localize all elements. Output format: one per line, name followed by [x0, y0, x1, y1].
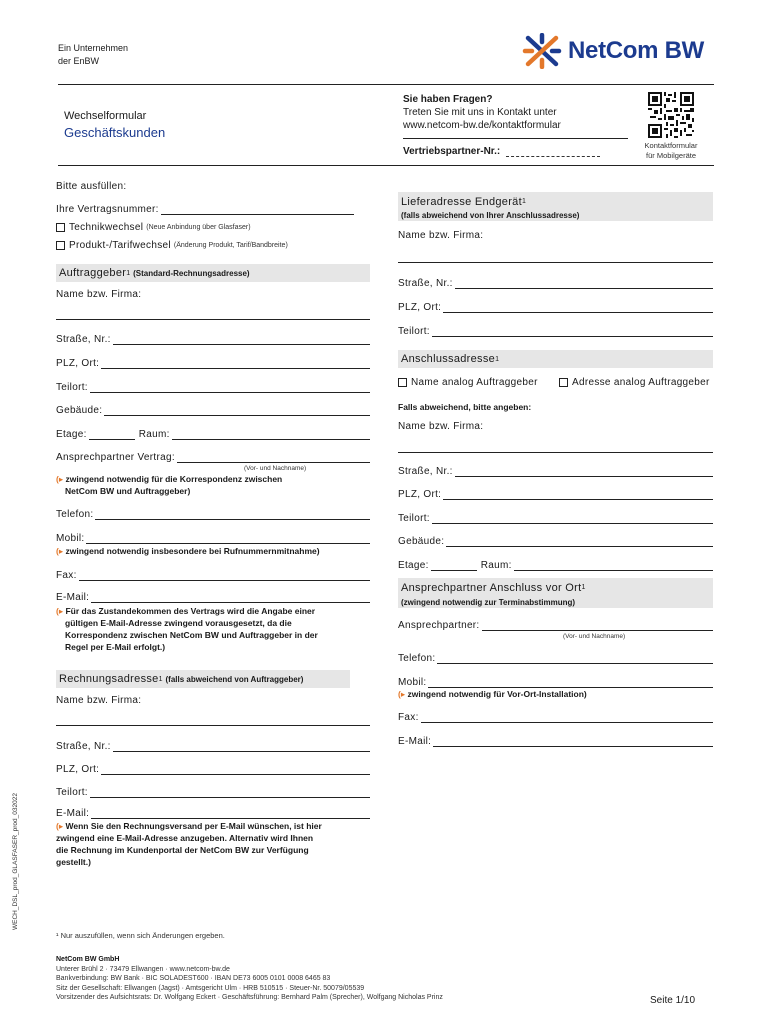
billing-zip-field[interactable]	[56, 761, 370, 775]
client-contact-note-2: NetCom BW und Auftraggeber)	[65, 486, 191, 496]
form-title: Wechselformular	[64, 110, 147, 122]
note-arrow-icon: (▸	[56, 821, 64, 831]
client-contact-label: Ansprechpartner Vertrag:	[56, 452, 175, 463]
client-phone-label: Telefon:	[56, 509, 94, 520]
delivery-name-input[interactable]	[398, 262, 713, 263]
onsite-email-field[interactable]	[398, 733, 713, 747]
contract-number-input[interactable]	[161, 204, 354, 215]
connection-street-input[interactable]	[455, 466, 713, 477]
client-subtitle: (Standard-Rechnungsadresse)	[133, 268, 250, 278]
billing-street-label: Straße, Nr.:	[56, 741, 111, 752]
client-contact-input[interactable]	[177, 452, 370, 463]
connection-street-field[interactable]	[398, 463, 713, 477]
client-email-note-2: gültigen E-Mail-Adresse zwingend vorausgesetzt, da die	[65, 618, 292, 628]
billing-zip-input[interactable]	[101, 764, 370, 775]
company-line-1: Ein Unternehmen	[58, 43, 129, 53]
delivery-footnote-mark: 1	[521, 198, 526, 205]
connection-room-input[interactable]	[514, 560, 713, 571]
client-fax-field[interactable]	[56, 567, 370, 581]
client-contact-hint: (Vor- und Nachname)	[244, 465, 307, 472]
client-contact-note	[56, 473, 282, 497]
same-name-option[interactable]	[398, 377, 538, 388]
client-mobile-input[interactable]	[86, 533, 370, 544]
client-zip-field[interactable]	[56, 355, 370, 369]
connection-name-input[interactable]	[398, 452, 713, 453]
connection-title: Anschlussadresse	[401, 353, 496, 365]
fill-in-instruction: Bitte ausfüllen:	[56, 181, 127, 192]
client-district-field[interactable]	[56, 379, 370, 393]
billing-street-input[interactable]	[113, 741, 370, 752]
delivery-zip-label: PLZ, Ort:	[398, 302, 442, 313]
connection-footnote-mark: 1	[495, 355, 499, 363]
client-street-field[interactable]	[56, 331, 370, 345]
onsite-fax-label: Fax:	[398, 712, 419, 723]
form-title-block	[64, 110, 165, 140]
onsite-mobile-label: Mobil:	[398, 677, 427, 688]
billing-note-4: gestellt.)	[56, 857, 91, 867]
billing-district-input[interactable]	[90, 787, 370, 798]
onsite-contact-input[interactable]	[482, 620, 713, 631]
billing-street-field[interactable]	[56, 738, 370, 752]
client-contact-note-1: zwingend notwendig für die Korrespondenz zwischen	[65, 474, 283, 484]
logo-mark-icon	[522, 33, 562, 69]
partner-number-field[interactable]	[403, 146, 623, 157]
product-change-label: Produkt-/Tarifwechsel	[69, 240, 171, 251]
same-address-option[interactable]	[559, 377, 710, 388]
onsite-section-header	[398, 578, 713, 597]
delivery-subtitle-bar	[398, 209, 713, 221]
client-footnote-mark: 1	[126, 269, 131, 277]
connection-name-label: Name bzw. Firma:	[398, 421, 484, 432]
client-email-input[interactable]	[91, 592, 370, 603]
billing-footnote-mark: 1	[158, 675, 163, 683]
client-phone-field[interactable]	[56, 506, 370, 520]
client-email-note-1: Für das Zustandekommen des Vertrags wird die Angabe einer	[65, 606, 316, 616]
billing-name-input[interactable]	[56, 725, 370, 726]
partner-number-input[interactable]	[506, 147, 600, 157]
delivery-zip-input[interactable]	[443, 302, 713, 313]
connection-district-label: Teilort:	[398, 513, 430, 524]
client-name-label: Name bzw. Firma:	[56, 289, 142, 300]
contact-info	[403, 94, 628, 131]
onsite-phone-label: Telefon:	[398, 653, 436, 664]
footer-company: NetCom BW GmbH	[56, 956, 120, 963]
client-mobile-note	[56, 545, 320, 557]
onsite-email-input[interactable]	[433, 736, 713, 747]
onsite-fax-input[interactable]	[421, 712, 713, 723]
billing-email-field[interactable]	[56, 805, 370, 819]
contract-number-label: Ihre Vertragsnummer:	[56, 204, 159, 215]
client-phone-input[interactable]	[95, 509, 370, 520]
client-building-input[interactable]	[104, 405, 370, 416]
parent-company	[58, 42, 128, 68]
delivery-name-label: Name bzw. Firma:	[398, 230, 484, 241]
same-name-checkbox[interactable]	[398, 378, 407, 387]
client-name-input[interactable]	[56, 319, 370, 320]
client-mobile-note-text: zwingend notwendig insbesondere bei Rufnummernmitnahme)	[65, 546, 320, 556]
onsite-contact-field[interactable]	[398, 617, 713, 631]
billing-email-label: E-Mail:	[56, 808, 90, 819]
client-district-input[interactable]	[90, 382, 370, 393]
onsite-title: Ansprechpartner Anschluss vor Ort	[401, 581, 582, 594]
client-mobile-label: Mobil:	[56, 533, 85, 544]
footer-bank: Bankverbindung: BW Bank · BIC SOLADEST600 · IBAN DE73 6005 0101 0008 6465 83	[56, 975, 331, 982]
onsite-subtitle: (zwingend notwendig zur Terminabstimmung)	[401, 597, 576, 607]
qr-caption-2: für Mobilgeräte	[645, 151, 697, 160]
onsite-phone-field[interactable]	[398, 650, 713, 664]
client-email-field[interactable]	[56, 589, 370, 603]
same-name-label: Name analog Auftraggeber	[411, 377, 538, 388]
client-district-label: Teilort:	[56, 382, 88, 393]
contact-url[interactable]: www.netcom-bw.de/kontaktformular	[403, 120, 561, 131]
same-address-checkbox[interactable]	[559, 378, 568, 387]
note-arrow-icon: (▸	[56, 474, 64, 484]
connection-street-label: Straße, Nr.:	[398, 466, 453, 477]
note-arrow-icon: (▸	[398, 689, 406, 699]
connection-building-label: Gebäude:	[398, 536, 445, 547]
client-fax-label: Fax:	[56, 570, 77, 581]
product-change-note: (Änderung Produkt, Tarif/Bandbreite)	[173, 242, 288, 249]
qr-caption	[636, 141, 706, 161]
client-email-note-3: Korrespondenz zwischen NetCom BW und Auftraggeber in der	[65, 630, 318, 640]
delivery-district-field[interactable]	[398, 323, 713, 337]
onsite-email-label: E-Mail:	[398, 736, 432, 747]
billing-title: Rechnungsadresse	[59, 673, 159, 685]
product-change-checkbox[interactable]	[56, 241, 65, 250]
connection-room-label: Raum:	[480, 560, 512, 571]
client-zip-input[interactable]	[101, 358, 370, 369]
client-email-note	[56, 605, 318, 653]
footnote: ¹ Nur auszufüllen, wenn sich Änderungen ergeben.	[56, 931, 225, 940]
billing-district-field[interactable]	[56, 784, 370, 798]
onsite-contact-label: Ansprechpartner:	[398, 620, 480, 631]
onsite-mobile-field[interactable]	[398, 674, 713, 688]
billing-email-note	[56, 820, 322, 868]
onsite-footnote-mark: 1	[581, 584, 586, 591]
if-different-note: Falls abweichend, bitte angeben:	[398, 402, 532, 412]
connection-district-input[interactable]	[432, 513, 713, 524]
footer-management: Vorsitzender des Aufsichtsrats: Dr. Wolfgang Eckert · Geschäftsführung: Bernhard Palm (Sprecher), Wolfgang Nicholas Prinz	[56, 994, 443, 1001]
client-floor-label: Etage:	[56, 429, 87, 440]
onsite-mobile-note-text: zwingend notwendig für Vor-Ort-Installation)	[407, 689, 587, 699]
tech-change-label: Technikwechsel	[69, 222, 144, 233]
delivery-zip-field[interactable]	[398, 299, 713, 313]
client-email-note-4: Regel per E-Mail erfolgt.)	[65, 642, 166, 652]
connection-building-input[interactable]	[446, 536, 713, 547]
delivery-subtitle: (falls abweichend von Ihrer Anschlussadresse)	[401, 210, 580, 220]
connection-zip-label: PLZ, Ort:	[398, 489, 442, 500]
client-title: Auftraggeber	[59, 267, 127, 279]
onsite-phone-input[interactable]	[437, 653, 713, 664]
onsite-contact-hint: (Vor- und Nachname)	[563, 633, 626, 640]
page-number: Seite 1/10	[650, 995, 696, 1006]
billing-subtitle: (falls abweichend von Auftraggeber)	[165, 674, 304, 684]
delivery-street-input[interactable]	[455, 278, 713, 289]
client-contact-field[interactable]	[56, 449, 370, 463]
client-section-header	[56, 264, 370, 282]
connection-zip-field[interactable]	[398, 486, 713, 500]
connection-section-header	[398, 350, 713, 368]
contract-number-field[interactable]	[56, 201, 354, 215]
form-subtitle: Geschäftskunden	[64, 125, 166, 140]
onsite-subtitle-bar	[398, 596, 713, 608]
billing-section-header	[56, 670, 350, 688]
note-arrow-icon: (▸	[56, 546, 64, 556]
same-address-label: Adresse analog Auftraggeber	[572, 377, 710, 388]
partner-number-label: Vertriebspartner-Nr.:	[403, 146, 501, 157]
connection-zip-input[interactable]	[443, 489, 713, 500]
onsite-mobile-note	[398, 688, 587, 700]
questions-title: Sie haben Fragen?	[403, 94, 493, 105]
billing-name-label: Name bzw. Firma:	[56, 695, 142, 706]
connection-building-field[interactable]	[398, 533, 713, 547]
client-email-label: E-Mail:	[56, 592, 90, 603]
client-street-label: Straße, Nr.:	[56, 334, 111, 345]
tech-change-checkbox[interactable]	[56, 223, 65, 232]
connection-district-field[interactable]	[398, 510, 713, 524]
connection-floor-room-field[interactable]	[398, 557, 713, 571]
company-line-2: der EnBW	[58, 56, 100, 66]
delivery-title: Lieferadresse Endgerät	[401, 195, 522, 208]
connection-floor-input[interactable]	[431, 560, 477, 571]
client-zip-label: PLZ, Ort:	[56, 358, 100, 369]
tech-change-option[interactable]	[56, 222, 251, 233]
client-street-input[interactable]	[113, 334, 370, 345]
billing-note-3: die Rechnung im Kundenportal der NetCom BW zur Verfügung	[56, 845, 309, 855]
qr-caption-1: Kontaktformular	[644, 141, 698, 150]
onsite-mobile-input[interactable]	[428, 677, 713, 688]
delivery-street-label: Straße, Nr.:	[398, 278, 453, 289]
qr-code-icon[interactable]	[648, 92, 694, 138]
billing-note-2: zwingend eine E-Mail-Adresse anzugeben. Alternativ wird Ihnen	[56, 833, 314, 843]
client-floor-room-field[interactable]	[56, 426, 370, 440]
brand-name: NetCom BW	[568, 37, 704, 64]
delivery-district-input[interactable]	[432, 326, 713, 337]
client-room-label: Raum:	[138, 429, 170, 440]
billing-district-label: Teilort:	[56, 787, 88, 798]
delivery-district-label: Teilort:	[398, 326, 430, 337]
client-building-field[interactable]	[56, 402, 370, 416]
billing-zip-label: PLZ, Ort:	[56, 764, 100, 775]
footer	[56, 955, 443, 1003]
client-building-label: Gebäude:	[56, 405, 103, 416]
client-fax-input[interactable]	[79, 570, 370, 581]
client-room-input[interactable]	[172, 429, 370, 440]
product-change-option[interactable]	[56, 240, 288, 251]
connection-floor-label: Etage:	[398, 560, 429, 571]
client-floor-input[interactable]	[89, 429, 135, 440]
note-arrow-icon: (▸	[56, 606, 64, 616]
document-code: WECH_DSL_prod_GLASFASER_prod_032022	[12, 793, 19, 930]
delivery-street-field[interactable]	[398, 275, 713, 289]
footer-registry: Sitz der Gesellschaft: Ellwangen (Jagst) · Amtsgericht Ulm · HRB 510515 · Steuer-Nr. 50079/05539	[56, 984, 365, 992]
billing-email-input[interactable]	[91, 808, 370, 819]
tech-change-note: (Neue Anbindung über Glasfaser)	[146, 224, 251, 231]
billing-note-1: Wenn Sie den Rechnungsversand per E-Mail wünschen, ist hier	[65, 821, 322, 831]
netcom-logo	[522, 33, 717, 69]
footer-address: Unterer Brühl 2 · 73479 Ellwangen · www.netcom-bw.de	[56, 965, 230, 973]
onsite-fax-field[interactable]	[398, 709, 713, 723]
client-mobile-field[interactable]	[56, 530, 370, 544]
questions-line-1: Treten Sie mit uns in Kontakt unter	[403, 107, 557, 118]
